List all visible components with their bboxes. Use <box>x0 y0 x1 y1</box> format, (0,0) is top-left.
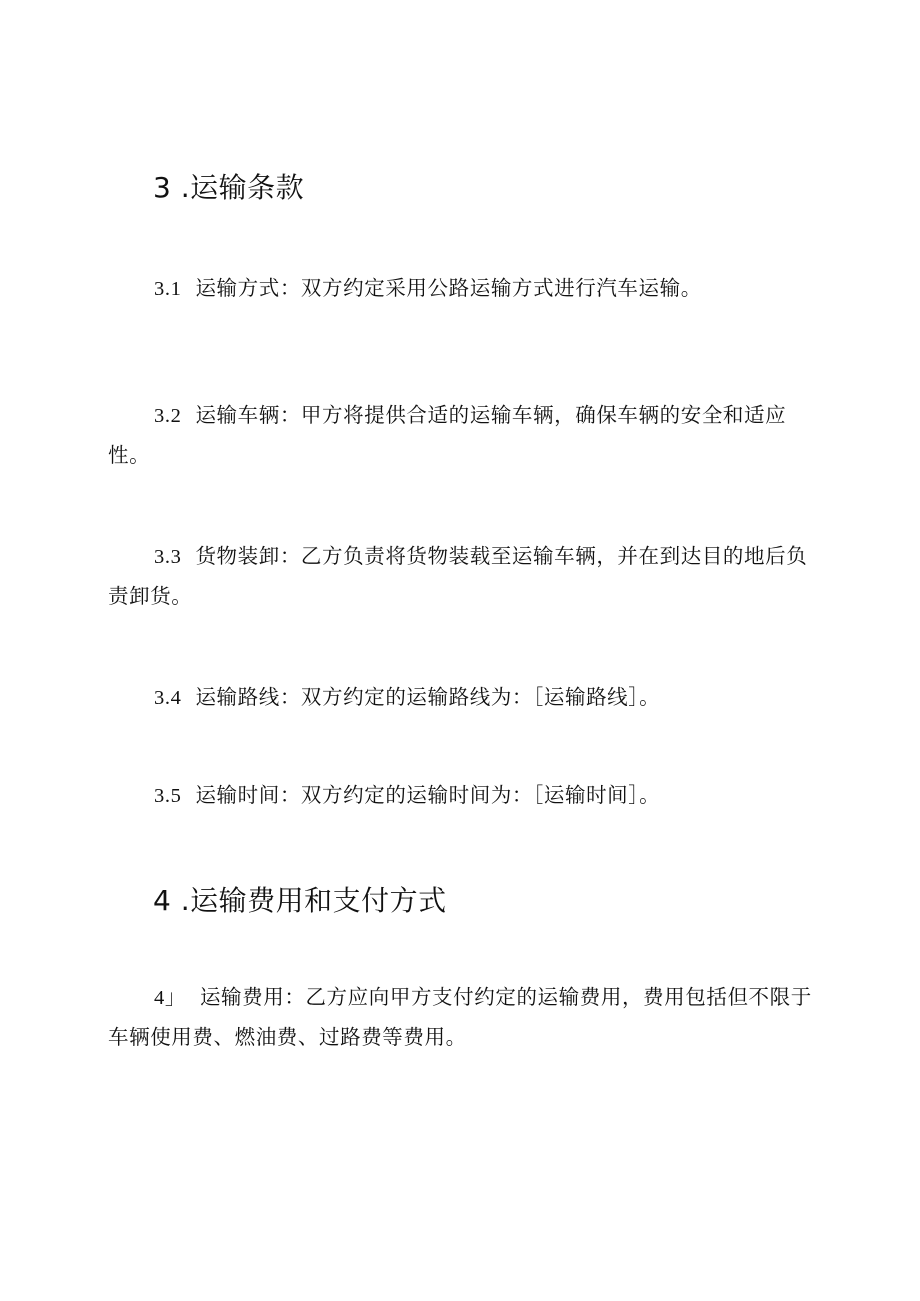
clause-4-1 <box>108 978 816 1057</box>
clause-number: 3.2 <box>154 405 182 427</box>
clause-number: 3.3 <box>154 546 182 568</box>
clause-text: 运输路线：双方约定的运输路线为：［运输路线］。 <box>195 685 661 709</box>
clause-number: 3.4 <box>154 687 182 709</box>
clause-3-4 <box>108 678 816 718</box>
clause-3-3 <box>108 537 816 616</box>
clause-number: 4」 <box>154 987 186 1009</box>
clause-text: 运输时间：双方约定的运输时间为：［运输时间］。 <box>195 783 661 807</box>
clause-number: 3.5 <box>154 785 182 807</box>
clause-text: 运输费用：乙方应向甲方支付约定的运输费用，费用包括但不限于车辆使用费、燃油费、过路费等费用。 <box>108 985 812 1049</box>
clause-text: 货物装卸：乙方负责将货物装载至运输车辆，并在到达目的地后负责卸货。 <box>108 544 808 608</box>
clause-text: 运输方式：双方约定采用公路运输方式进行汽车运输。 <box>195 276 702 300</box>
clause-3-2 <box>108 396 816 475</box>
clause-number: 3.1 <box>154 278 182 300</box>
clause-3-5 <box>108 776 816 816</box>
section-heading-4: 4 .运输费用和支付方式 <box>153 884 447 917</box>
clause-3-1 <box>108 269 816 309</box>
clause-text: 运输车辆：甲方将提供合适的运输车辆，确保车辆的安全和适应性。 <box>108 403 787 467</box>
section-heading-3: 3 .运输条款 <box>153 171 305 204</box>
